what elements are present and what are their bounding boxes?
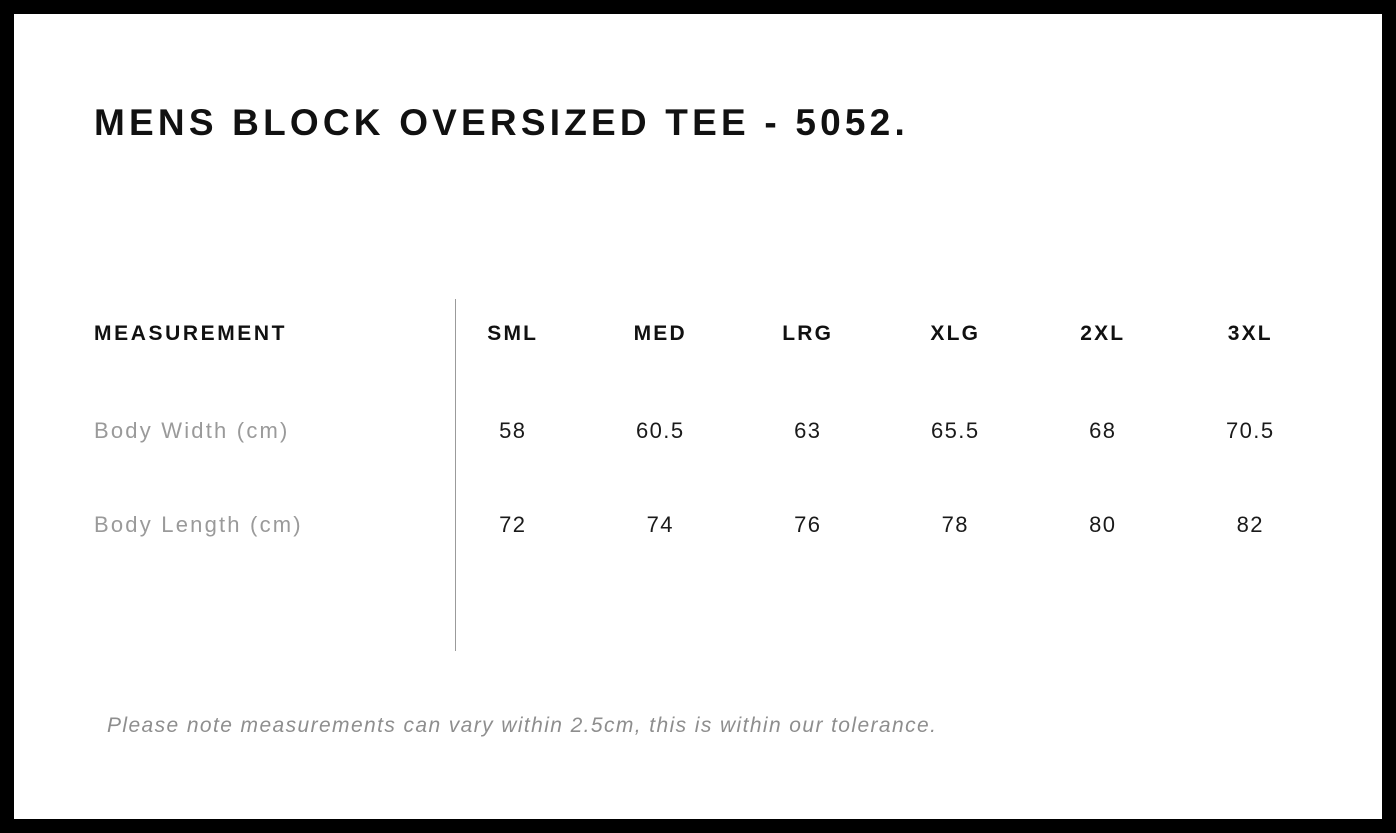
column-header-2xl: 2XL (1080, 322, 1126, 345)
cell-body-length-med: 74 (646, 512, 674, 537)
cell-body-width-xlg: 65.5 (931, 418, 980, 443)
tolerance-note: Please note measurements can vary within 2.5cm, this is within our tolerance. (107, 714, 938, 737)
row-label-body-width: Body Width (cm) (94, 418, 290, 443)
cell-body-width-2xl: 68 (1089, 418, 1117, 443)
page-title: MENS BLOCK OVERSIZED TEE - 5052. (94, 102, 909, 143)
row-label-body-length: Body Length (cm) (94, 512, 303, 537)
cell-body-width-3xl: 70.5 (1226, 418, 1275, 443)
size-table (94, 284, 1324, 572)
table-body (94, 384, 1324, 572)
column-header-xlg: XLG (930, 322, 981, 345)
table-header-row (94, 284, 1324, 384)
cell-body-width-sml: 58 (499, 418, 527, 443)
cell-body-length-3xl: 82 (1236, 512, 1264, 537)
column-header-lrg: LRG (782, 322, 834, 345)
size-table-container (14, 284, 1382, 572)
column-header-3xl: 3XL (1227, 322, 1273, 345)
cell-body-length-xlg: 78 (941, 512, 969, 537)
column-header-sml: SML (487, 322, 539, 345)
table-header (94, 284, 1324, 384)
cell-body-width-med: 60.5 (636, 418, 685, 443)
column-header-measurement: MEASUREMENT (94, 322, 288, 345)
cell-body-length-sml: 72 (499, 512, 527, 537)
cell-body-length-lrg: 76 (794, 512, 822, 537)
column-header-med: MED (633, 322, 687, 345)
cell-body-length-2xl: 80 (1089, 512, 1117, 537)
table-row (94, 384, 1324, 478)
cell-body-width-lrg: 63 (794, 418, 822, 443)
table-row (94, 478, 1324, 572)
size-chart-page (14, 14, 1382, 819)
